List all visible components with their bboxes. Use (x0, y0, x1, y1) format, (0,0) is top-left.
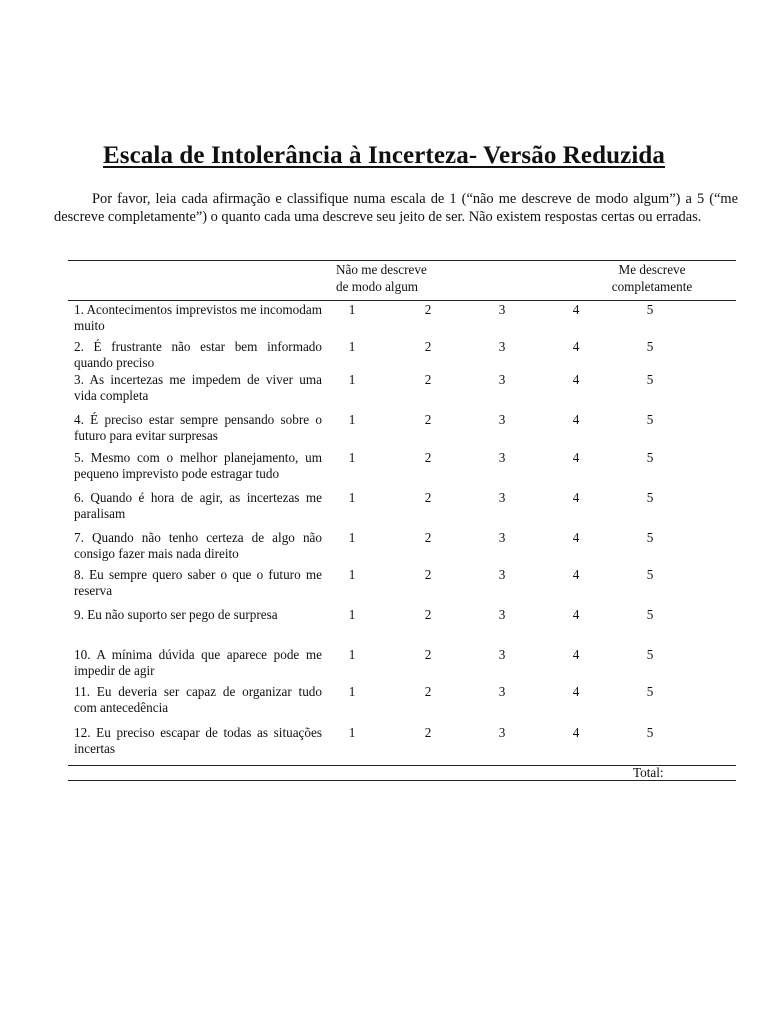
item-statement: 5. Mesmo com o melhor planejamento, um pequeno imprevisto pode estragar tudo (74, 450, 322, 481)
scale-header-high (596, 261, 708, 295)
rating-option-5[interactable]: 5 (646, 684, 654, 699)
table-row (0, 412, 768, 448)
rating-option-1[interactable]: 1 (348, 684, 356, 699)
rating-option-1[interactable]: 1 (348, 725, 356, 740)
table-row (0, 647, 768, 683)
rating-option-2[interactable]: 2 (424, 412, 432, 427)
rating-option-4[interactable]: 4 (572, 302, 580, 317)
table-row (0, 684, 768, 720)
item-statement: 9. Eu não suporto ser pego de surpresa (74, 607, 278, 622)
rating-option-4[interactable]: 4 (572, 339, 580, 354)
rating-option-2[interactable]: 2 (424, 607, 432, 622)
rating-option-1[interactable]: 1 (348, 490, 356, 505)
rating-option-4[interactable]: 4 (572, 372, 580, 387)
rating-option-3[interactable]: 3 (498, 412, 506, 427)
rating-option-3[interactable]: 3 (498, 302, 506, 317)
item-statement: 10. A mínima dúvida que aparece pode me impedir de agir (74, 647, 322, 678)
rating-option-5[interactable]: 5 (646, 302, 654, 317)
rating-option-5[interactable]: 5 (646, 339, 654, 354)
rating-option-2[interactable]: 2 (424, 372, 432, 387)
rating-option-5[interactable]: 5 (646, 372, 654, 387)
rating-option-4[interactable]: 4 (572, 530, 580, 545)
rating-option-3[interactable]: 3 (498, 339, 506, 354)
rating-option-1[interactable]: 1 (348, 530, 356, 545)
table-row (0, 450, 768, 486)
total-label: Total: (633, 765, 664, 780)
rating-option-2[interactable]: 2 (424, 684, 432, 699)
item-statement: 6. Quando é hora de agir, as incertezas me paralisam (74, 490, 322, 521)
rating-option-5[interactable]: 5 (646, 567, 654, 582)
rating-option-2[interactable]: 2 (424, 490, 432, 505)
rating-option-3[interactable]: 3 (498, 450, 506, 465)
rating-option-1[interactable]: 1 (348, 607, 356, 622)
rating-option-2[interactable]: 2 (424, 530, 432, 545)
rating-option-5[interactable]: 5 (646, 647, 654, 662)
rating-option-4[interactable]: 4 (572, 412, 580, 427)
rating-option-2[interactable]: 2 (424, 339, 432, 354)
rating-option-5[interactable]: 5 (646, 530, 654, 545)
table-row (0, 339, 768, 375)
rating-option-2[interactable]: 2 (424, 302, 432, 317)
rating-option-2[interactable]: 2 (424, 725, 432, 740)
item-statement: 1. Acontecimentos imprevistos me incomodam muito (74, 302, 322, 333)
rating-option-3[interactable]: 3 (498, 490, 506, 505)
rating-option-3[interactable]: 3 (498, 725, 506, 740)
rating-option-1[interactable]: 1 (348, 647, 356, 662)
rating-option-1[interactable]: 1 (348, 567, 356, 582)
scale-header-low (336, 261, 440, 295)
rating-option-1[interactable]: 1 (348, 339, 356, 354)
rating-option-1[interactable]: 1 (348, 372, 356, 387)
table-row (0, 302, 768, 338)
rating-option-2[interactable]: 2 (424, 567, 432, 582)
table-row (0, 372, 768, 408)
rating-option-4[interactable]: 4 (572, 450, 580, 465)
rating-option-1[interactable]: 1 (348, 412, 356, 427)
item-statement: 8. Eu sempre quero saber o que o futuro me reserva (74, 567, 322, 598)
rating-option-5[interactable]: 5 (646, 450, 654, 465)
rating-option-3[interactable]: 3 (498, 607, 506, 622)
rating-option-4[interactable]: 4 (572, 684, 580, 699)
rating-option-2[interactable]: 2 (424, 450, 432, 465)
rating-option-2[interactable]: 2 (424, 647, 432, 662)
table-row (0, 725, 768, 761)
table-row (0, 530, 768, 566)
page-title: Escala de Intolerância à Incerteza- Versão Reduzida (103, 142, 665, 169)
instructions-paragraph: Por favor, leia cada afirmação e classifique numa escala de 1 (“não me descreve de modo algum”) a 5 (“me descreve completamente”) o quanto cada uma descreve seu jeito de ser. Não existem respostas certas ou erradas. (54, 191, 738, 225)
rating-option-3[interactable]: 3 (498, 372, 506, 387)
scale-header-low-label: Não me descreve de modo algum (336, 262, 427, 294)
item-statement: 2. É frustrante não estar bem informado quando preciso (74, 339, 322, 370)
rating-option-4[interactable]: 4 (572, 490, 580, 505)
rating-option-5[interactable]: 5 (646, 490, 654, 505)
rating-option-4[interactable]: 4 (572, 567, 580, 582)
rating-option-4[interactable]: 4 (572, 725, 580, 740)
rating-option-1[interactable]: 1 (348, 450, 356, 465)
rating-option-1[interactable]: 1 (348, 302, 356, 317)
rating-option-5[interactable]: 5 (646, 725, 654, 740)
item-statement: 11. Eu deveria ser capaz de organizar tudo com antecedência (74, 684, 322, 715)
rating-option-4[interactable]: 4 (572, 647, 580, 662)
rating-option-5[interactable]: 5 (646, 607, 654, 622)
scale-header-high-label: Me descreve completamente (611, 262, 693, 294)
item-statement: 4. É preciso estar sempre pensando sobre o futuro para evitar surpresas (74, 412, 322, 443)
table-row (0, 567, 768, 603)
item-statement: 3. As incertezas me impedem de viver uma vida completa (74, 372, 322, 403)
rating-option-3[interactable]: 3 (498, 567, 506, 582)
rating-option-3[interactable]: 3 (498, 647, 506, 662)
table-row (0, 490, 768, 526)
rating-option-5[interactable]: 5 (646, 412, 654, 427)
rating-option-3[interactable]: 3 (498, 684, 506, 699)
header-rule (68, 300, 736, 301)
rating-option-4[interactable]: 4 (572, 607, 580, 622)
total-rule (68, 780, 736, 781)
item-statement: 7. Quando não tenho certeza de algo não consigo fazer mais nada direito (74, 530, 322, 561)
table-row (0, 607, 768, 643)
rating-option-3[interactable]: 3 (498, 530, 506, 545)
item-statement: 12. Eu preciso escapar de todas as situações incertas (74, 725, 322, 756)
